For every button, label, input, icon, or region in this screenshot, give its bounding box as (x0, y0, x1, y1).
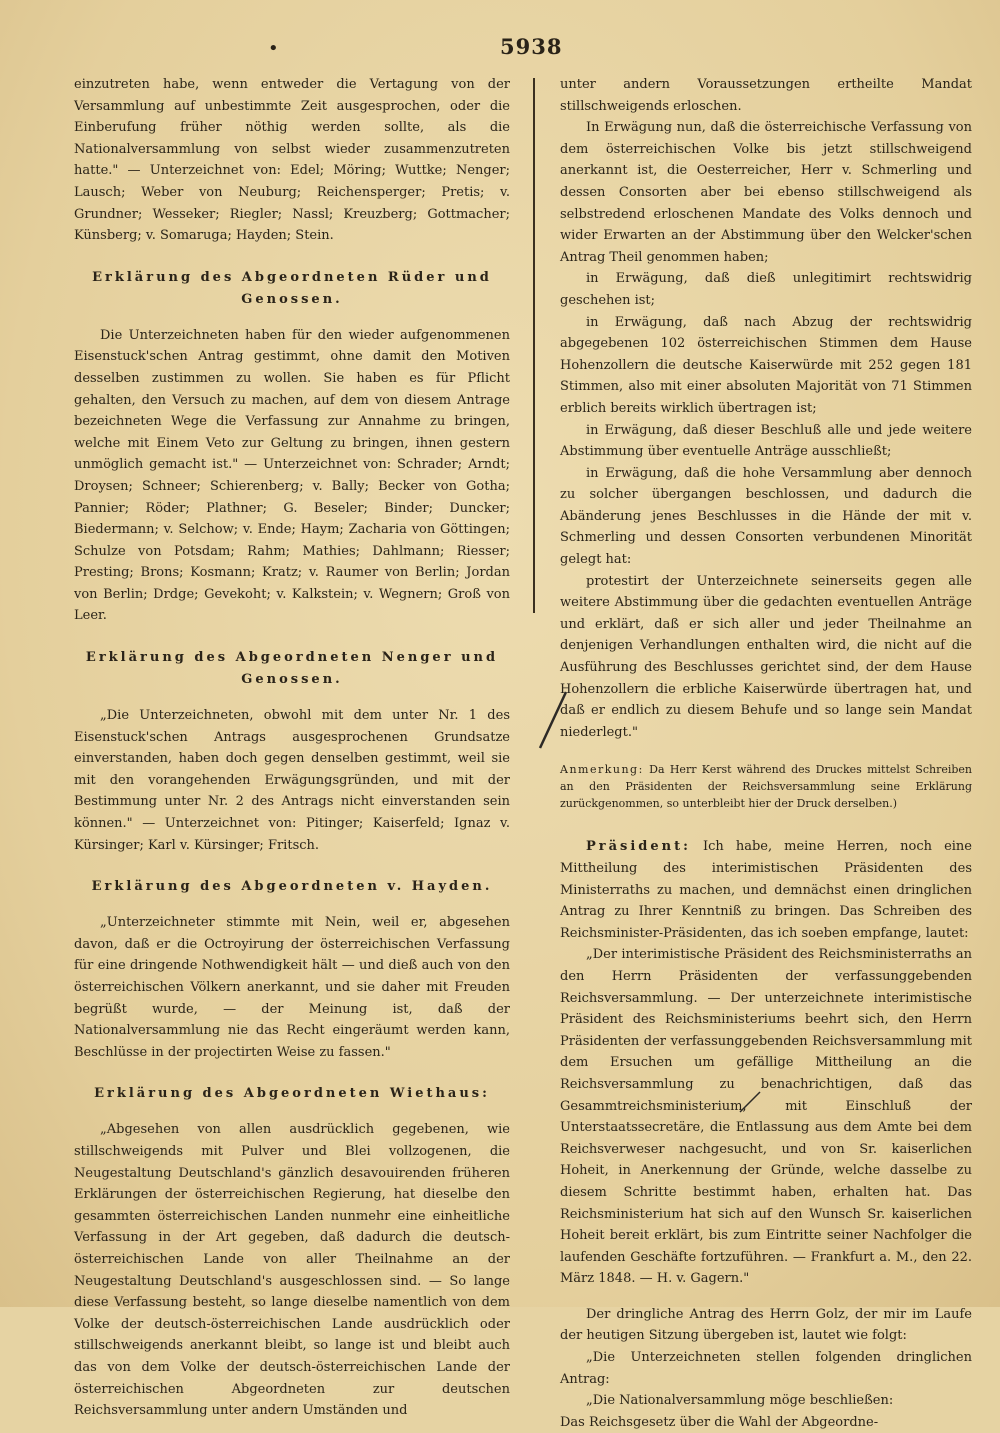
heading-hayden: Erklärung des Abgeordneten v. Hayden. (91, 879, 493, 895)
left-paragraph-2: Die Unterzeichneten haben für den wieder aufgenommenen Eisenstuck'schen Antrag gestimmt, ohne damit den Motiven desselben zustimmen zu wollen. Sie haben es für Pflicht gehalten, den Versuch zu machen, auf dem von diesem Antrage bezeichneten Wege die Verfassung zur Annahme zu bringen, welche mit Einem Veto zur Geltung zu bringen, ihnen gestern unmöglich gemacht ist." — Unterzeichnet von: Schrader; Arndt; Droysen; Schneer; Schierenberg; v. Bally; Becker von Gotha; Pannier; Röder; Plathner; G. Beseler; Binder; Duncker; Biedermann; v. Selchow; v. Ende; Haym; Zacharia von Göttingen; Schulze von Potsdam; Rahm; Mathies; Dahlmann; Riesser; Presting; Brons; Kosmann; Kratz; v. Raumer von Berlin; Jordan von Berlin; Drdge; Gevekoht; v. Kalkstein; v. Wegnern; Groß von Leer. (74, 327, 510, 624)
right-paragraph-1: unter andern Voraussetzungen ertheilte Mandat stillschweigends erloschen. (560, 77, 972, 114)
right-paragraph-6: in Erwägung, daß die hohe Versammlung aber dennoch zu solcher übergangen beschlossen, und dadurch die Abänderung jenes Beschlusses in die Hände der mit v. Schmerling und dessen Consorten verbundenen Minorität gelegt hat: (560, 465, 972, 568)
right-paragraph-11: „Die Unterzeichneten stellen folgenden dringlichen Antrag: (560, 1350, 972, 1387)
right-paragraph-9: „Der interimistische Präsident des Reichsministerraths an den Herrn Präsidenten der verfassunggebenden Reichsversammlung. — Der unterzeichnete interimistische Präsident des Reichsministeriums beehrt sich, den Herrn Präsidenten der verfassunggebenden Reichsversammlung mit dem Ersuchen um gefällige Mittheilung an die Reichsversammlung zu benachrichtigen, daß das Gesammtreichsministerium, mit Einschluß der Unterstaatssecretäre, die Entlassung aus dem Amte bei dem Reichsverweser nachgesucht, und von Sr. kaiserlichen Hoheit, in Anerkennung der Gründe, welche dasselbe zu diesem Schritte bestimmt haben, erhalten hat. Das Reichsministerium hat sich auf den Wunsch Sr. kaiserlichen Hoheit bereit erklärt, bis zum Eintritte seiner Nachfolger die laufenden Geschäfte fortzuführen. — Frankfurt a. M., den 22. März 1848. — H. v. Gagern." (560, 947, 972, 1287)
heading-rueder: Erklärung des Abgeordneten Rüder und Genossen. (92, 269, 492, 307)
right-paragraph-10: Der dringliche Antrag des Herrn Golz, der mir im Laufe der heutigen Sitzung übergeben ist, lautet wie folgt: (560, 1306, 972, 1344)
page-number: 5938 (500, 34, 563, 59)
president-text: Ich habe, meine Herren, noch eine Mittheilung des interimistischen Präsidenten des Ministerraths zu machen, und demnächst einen dringlichen Antrag zu Ihrer Kenntniß zu bringen. Das Schreiben des Reichsminister-Präsidenten, das ich soeben empfange, lautet: (560, 839, 972, 941)
speaker-label: Präsident: (586, 839, 691, 855)
right-paragraph-4: in Erwägung, daß nach Abzug der rechtswidrig abgegebenen 102 österreichischen Stimmen dem Hause Hohenzollern die deutsche Kaiserwürde mit 252 gegen 181 Stimmen, also mit einer absoluten Majorität von 71 Stimmen erblich bereits wirklich übertragen ist; (560, 314, 972, 416)
right-paragraph-5: in Erwägung, daß dieser Beschluß alle und jede weitere Abstimmung über eventuelle Anträge ausschließt; (560, 422, 972, 460)
right-paragraph-7: protestirt der Unterzeichnete seinerseits gegen alle weitere Abstimmung über die gedachten eventuellen Anträge und erklärt, daß er sich aller und jeder Theilnahme an denjenigen Verhandlungen enthalten wird, die nicht auf die Ausführung des Beschlusses gerichtet sind, der dem Hause Hohenzollern die erbliche Kaiserwürde übertragen hat, und daß er endlich zu diesem Behufe und so lange sein Mandat niederlegt." (560, 573, 972, 740)
page-dot: • (268, 38, 279, 59)
right-paragraph-12: „Die Nationalversammlung möge beschließen: (586, 1393, 894, 1409)
annotation-text: Da Herr Kerst während des Druckes mittelst Schreiben an den Präsidenten der Reichsversammlung seine Erklärung zurückgenommen, so unterbleibt hier der Druck derselben.) (560, 763, 973, 811)
right-paragraph-3: in Erwägung, daß dieß unlegitimirt rechtswidrig geschehen ist; (560, 271, 972, 308)
pencil-tick-mark (740, 1092, 760, 1112)
left-paragraph-5: „Abgesehen von allen ausdrücklich gegebenen, wie stillschweigends mit Pulver und Blei vollzogenen, die Neugestaltung Deutschland's gänzlich desavouirenden früheren Erklärungen der österreichischen Regierung, hat dieselbe den gesammten österreichischen Landen nunmehr eine einheitliche Verfassung in der Art gegeben, daß dadurch die deutsch-österreichischen Lande von aller Theilnahme an der Neugestaltung Deutschland's ausgeschlossen sind. — So lange diese Verfassung besteht, so lange dieselbe namentlich von dem Volke der deutsch-österreichischen Lande ausdrücklich oder stillschweigends anerkannt bleibt, so lange ist und bleibt auch das von dem Volke der deutsch-österreichischen Lande der österreichischen Abgeordneten zur deutschen Reichsversammlung unter andern Umständen und (74, 1122, 510, 1419)
left-paragraph-3: „Die Unterzeichneten, obwohl mit dem unter Nr. 1 des Eisenstuck'schen Antrags ausgesprochenen Grundsatze einverstanden, haben doch gegen denselben gestimmt, weil sie mit den vorangehenden Erwägungsgründen, und mit der Bestimmung unter Nr. 2 des Antrags nicht einverstanden sein können." — Unterzeichnet von: Pitinger; Kaiserfeld; Ignaz v. Kürsinger; Karl v. Kürsinger; Fritsch. (74, 708, 510, 853)
left-paragraph-4: „Unterzeichneter stimmte mit Nein, weil er, abgesehen davon, daß er die Octroyirung der österreichischen Verfassung für eine dringende Nothwendigkeit hält — und dieß auch von den österreichischen Völkern anerkannt, und sie daher mit Freuden begrüßt wurde, — der Meinung ist, daß der Nationalversammlung nie das Recht eingeräumt werden kann, Beschlüsse in der projectirten Weise zu fassen." (74, 915, 510, 1060)
right-paragraph-13: Das Reichsgesetz über die Wahl der Abgeordne- (560, 1414, 879, 1430)
left-paragraph-1: einzutreten habe, wenn entweder die Vertagung von der Versammlung auf unbestimmte Zeit ausgesprochen, oder die Einberufung früher nöthig werden sollte, als die Nationalversammlung von selbst wieder zusammenzutreten hatte." — Unterzeichnet von: Edel; Möring; Wuttke; Nenger; Lausch; Weber von Neuburg; Reichensperger; Pretis; v. Grundner; Wesseker; Riegler; Nassl; Kreuzberg; Gottmacher; Künsberg; v. Somaruga; Hayden; Stein. (74, 77, 510, 244)
heading-wiethaus: Erklärung des Abgeordneten Wiethaus: (94, 1086, 490, 1102)
heading-nenger: Erklärung des Abgeordneten Nenger und Genossen. (85, 650, 499, 688)
right-paragraph-2: In Erwägung nun, daß die österreichische Verfassung von dem österreichischen Volke bis jetzt stillschweigend anerkannt ist, die Oesterreicher, Herr v. Schmerling und dessen Consorten aber bei ebenso stillschweigend als selbstredend erloschenen Mandate des Volks dennoch und wider Erwarten an der Abstimmung über den Welcker'schen Antrag Theil genommen haben; (560, 120, 972, 265)
pencil-slash-mark (540, 692, 566, 748)
annotation-label: Anmerkung: (560, 763, 644, 777)
